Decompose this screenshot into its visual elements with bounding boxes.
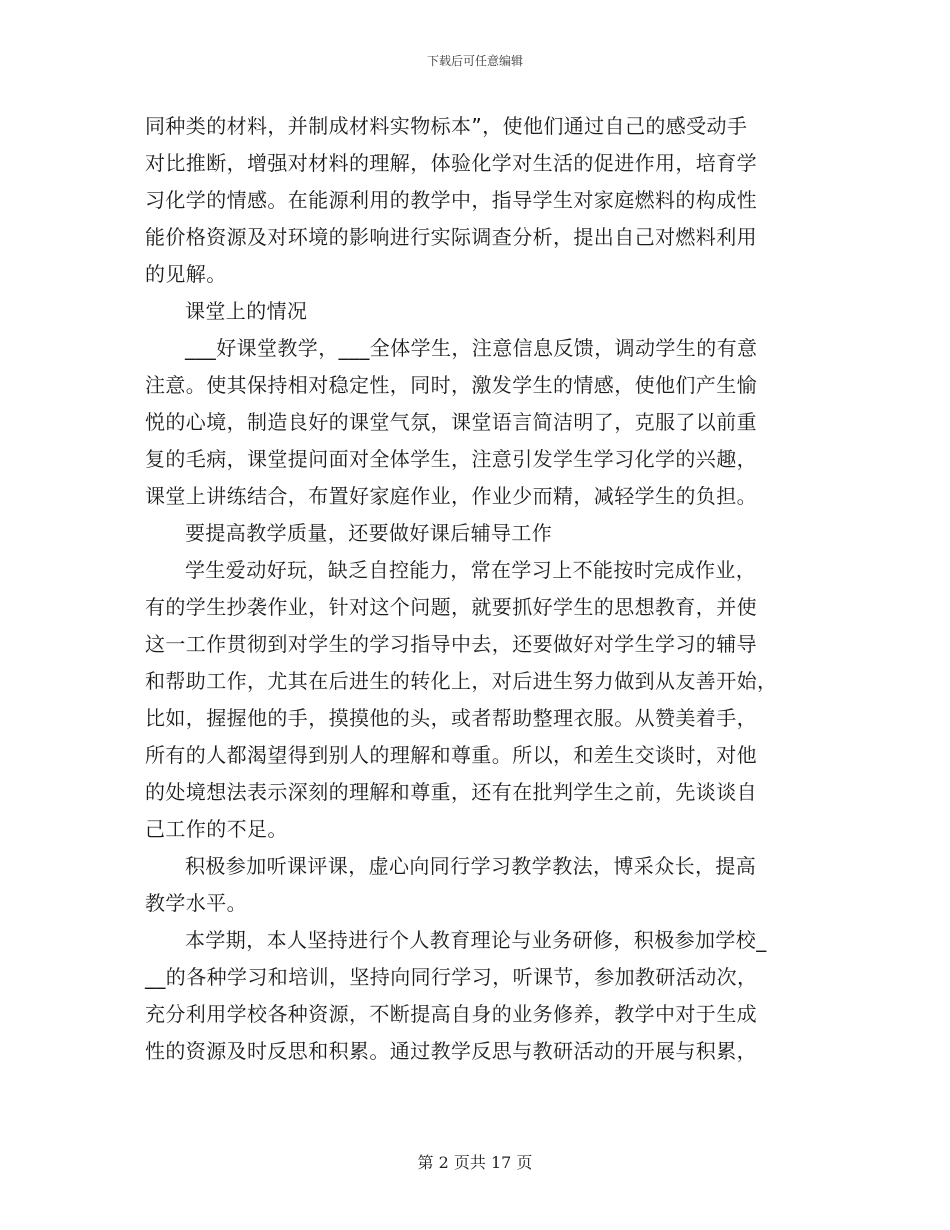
text-line: 本学期，本人坚持进行个人教育理论与业务研修，积极参加学校_ xyxy=(185,928,767,952)
text-line: 性的资源及时反思和积累。通过教学反思与教研活动的开展与积累， xyxy=(145,1039,757,1063)
text-line: 习化学的情感。在能源利用的教学中，指导学生对家庭燃料的构成性 xyxy=(145,188,757,212)
text-line: 同种类的材料，并制成材料实物标本”，使他们通过自己的感受动手 xyxy=(145,114,748,138)
text-line: 悦的心境，制造良好的课堂气氛，课堂语言简洁明了，克服了以前重 xyxy=(145,410,757,434)
document-body xyxy=(145,108,815,1070)
section-heading: 要提高教学质量，还要做好课后辅导工作 xyxy=(185,521,553,545)
text-line: 己工作的不足。 xyxy=(145,817,288,841)
text-line: 和帮助工作，尤其在后进生的转化上，对后进生努力做到从友善开始， xyxy=(145,669,778,693)
text-line: 注意。使其保持相对稳定性，同时，激发学生的情感，使他们产生愉 xyxy=(145,373,757,397)
text-line: ___好课堂教学，___全体学生，注意信息反馈，调动学生的有意 xyxy=(185,336,758,360)
page-number: 第 2 页共 17 页 xyxy=(417,1153,533,1172)
text-line: 课堂上讲练结合，布置好家庭作业，作业少而精，减轻学生的负担。 xyxy=(145,484,757,508)
text-line: 复的毛病，课堂提问面对全体学生，注意引发学生学习化学的兴趣， xyxy=(145,447,757,471)
page-header: 下载后可任意编辑 xyxy=(426,54,523,68)
text-line: 能价格资源及对环境的影响进行实际调查分析，提出自己对燃料利用 xyxy=(145,225,757,249)
text-line: 教学水平。 xyxy=(145,891,247,915)
text-line: 有的学生抄袭作业，针对这个问题，就要抓好学生的思想教育，并使 xyxy=(145,595,757,619)
text-line: 积极参加听课评课，虚心向同行学习教学教法，博采众长，提高 xyxy=(185,854,757,878)
text-line: 比如，握握他的手，摸摸他的头，或者帮助整理衣服。从赞美着手， xyxy=(145,706,757,730)
section-heading: 课堂上的情况 xyxy=(185,299,308,323)
text-line: 所有的人都渴望得到别人的理解和尊重。所以，和差生交谈时，对他 xyxy=(145,743,757,767)
text-line: __的各种学习和培训，坚持向同行学习，听课节，参加教研活动次， xyxy=(145,965,758,989)
text-line: 的见解。 xyxy=(145,262,227,286)
text-line: 的处境想法表示深刻的理解和尊重，还有在批判学生之前，先谈谈自 xyxy=(145,780,757,804)
text-line: 学生爱动好玩，缺乏自控能力，常在学习上不能按时完成作业， xyxy=(185,558,757,582)
text-line: 对比推断，增强对材料的理解，体验化学对生活的促进作用，培育学 xyxy=(145,151,757,175)
text-line: 充分利用学校各种资源，不断提高自身的业务修养，教学中对于生成 xyxy=(145,1002,757,1026)
text-line: 这一工作贯彻到对学生的学习指导中去，还要做好对学生学习的辅导 xyxy=(145,632,757,656)
